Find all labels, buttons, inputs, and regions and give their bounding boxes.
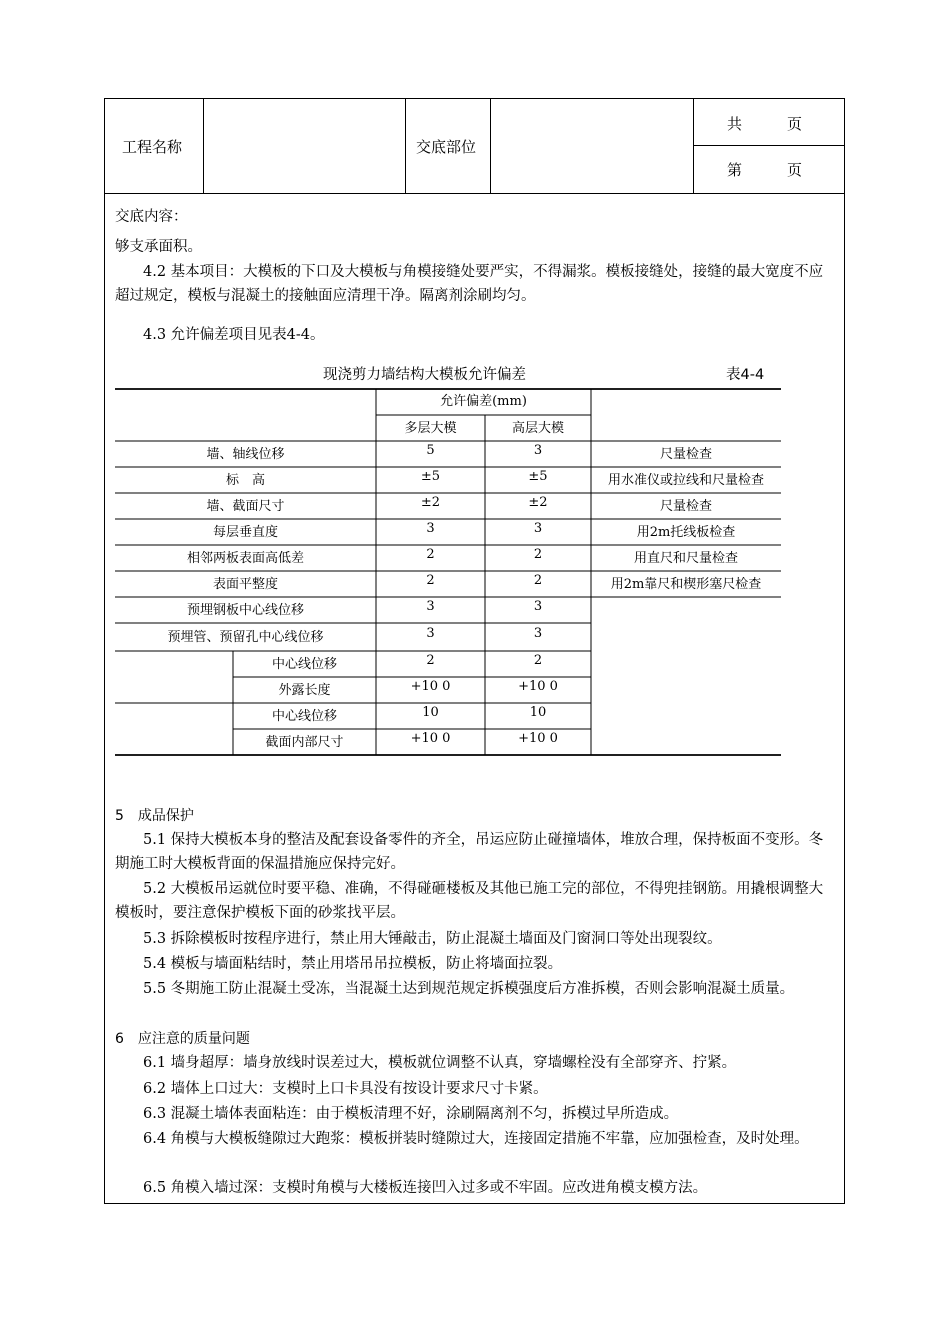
row-item: 表面平整度 [212, 577, 278, 592]
table-number: 表4-4 [726, 367, 765, 383]
row-item: 预埋管、预留孔中心线位移 [167, 630, 324, 645]
project-name-label: 工程名称 [122, 138, 183, 156]
row-multi: +10 0 [410, 731, 451, 746]
row-high: 3 [533, 626, 543, 641]
content-label: 交底内容： [115, 209, 188, 225]
page-number-label: 第 页 [727, 161, 803, 179]
row-multi: 2 [426, 547, 435, 562]
row-item: 相邻两板表面高低差 [186, 551, 304, 566]
paragraph-6-4: 6.4 角模与大模板缝隙过大跑浆：模板拼装时缝隙过大，连接固定措施不牢靠，应加强检查，及时处理。 [143, 1131, 809, 1147]
row-multi: 3 [426, 599, 435, 614]
row-method: 用2m靠尺和楔形塞尺检查 [610, 577, 762, 592]
row-high: +10 0 [518, 731, 558, 746]
paragraph-5-4: 5.4 模板与墙面粘结时，禁止用塔吊吊拉模板，防止将墙面拉裂。 [143, 956, 563, 972]
row-multi: 10 [422, 705, 439, 720]
row-multi: ±2 [420, 495, 441, 510]
row-high: +10 0 [518, 679, 558, 694]
row-item: 预埋钢板中心线位移 [186, 603, 304, 618]
row-multi: 5 [426, 443, 435, 458]
paragraph-6-2: 6.2 墙体上口过大：支模时上口卡具没有按设计要求尺寸卡紧。 [143, 1081, 548, 1097]
location-label: 交底部位 [416, 138, 477, 156]
paragraph-4-3: 4.3 允许偏差项目见表4-4。 [143, 327, 325, 343]
table-header-multi: 多层大模 [404, 421, 457, 436]
row-method: 用2m托线板检查 [636, 525, 736, 540]
row-item: 标 高 [225, 473, 265, 488]
row-high: 2 [533, 547, 543, 562]
row-high: ±2 [528, 495, 548, 510]
row-high: 10 [529, 705, 547, 720]
section-6-title: 6 应注意的质量问题 [115, 1031, 250, 1047]
row-multi: 3 [426, 521, 435, 536]
paragraph-4-2: 4.2 基本项目：大模板的下口及大模板与角模接缝处要严实，不得漏浆。模板接缝处，接缝的最大宽度不应超过规定，模板与混凝土的接触面应清理干净。隔离剂涂刷均匀。 [115, 264, 824, 304]
paragraph-5-5: 5.5 冬期施工防止混凝土受冻，当混凝土达到规范规定拆模强度后方准拆模，否则会影响混凝土质量。 [143, 981, 795, 997]
row-high: 3 [533, 599, 543, 614]
row-method: 尺量检查 [659, 447, 712, 462]
paragraph-5-3: 5.3 拆除模板时按程序进行，禁止用大锤敲击，防止混凝土墙面及门窗洞口等处出现裂纹。 [143, 931, 722, 947]
paragraph-5-1: 5.1 保持大模板本身的整洁及配套设备零件的齐全，吊运应防止碰撞墙体，堆放合理，保持板面不变形。冬期施工时大模板背面的保温措施应保持完好。 [115, 832, 824, 872]
row-high: 2 [533, 653, 543, 668]
total-pages-label: 共 页 [727, 115, 803, 133]
paragraph-6-5: 6.5 角模入墙过深：支模时角模与大楼板连接凹入过多或不牢固。应改进角模支模方法。 [143, 1180, 708, 1196]
table-header-high: 高层大模 [511, 421, 564, 436]
row-multi: ±5 [420, 469, 441, 484]
row-item: 中心线位移 [271, 657, 337, 672]
row-method: 用水准仪或拉线和尺量检查 [607, 473, 764, 488]
row-item: 每层垂直度 [212, 525, 278, 540]
row-item: 墙、轴线位移 [206, 447, 285, 462]
section-5-title: 5 成品保护 [115, 808, 194, 824]
row-multi: 2 [426, 573, 435, 588]
row-method: 用直尺和尺量检查 [633, 551, 738, 566]
row-multi: +10 0 [410, 679, 451, 694]
paragraph-5-2: 5.2 大模板吊运就位时要平稳、准确，不得碰砸楼板及其他已施工完的部位，不得兜挂钢筋。用撬根调整大模板时，要注意保护模板下面的砂浆找平层。 [115, 881, 824, 921]
table-title: 现浇剪力墙结构大模板允许偏差 [323, 367, 526, 383]
row-item: 外露长度 [278, 683, 331, 698]
row-high: 2 [533, 573, 543, 588]
table-header-group: 允许偏差(mm) [440, 394, 527, 409]
paragraph-6-3: 6.3 混凝土墙体表面粘连：由于模板清理不好，涂刷隔离剂不匀，拆模过早所造成。 [143, 1106, 679, 1122]
row-multi: 2 [426, 653, 435, 668]
row-multi: 3 [426, 626, 435, 641]
row-high: ±5 [528, 469, 548, 484]
document-frame [104, 98, 845, 1204]
paragraph-6-1: 6.1 墙身超厚：墙身放线时误差过大，模板就位调整不认真，穿墙螺栓没有全部穿齐、拧紧。 [143, 1055, 737, 1071]
paragraph-continued: 够支承面积。 [115, 239, 202, 255]
row-high: 3 [533, 521, 543, 536]
row-item: 墙、截面尺寸 [206, 499, 285, 514]
row-item: 截面内部尺寸 [265, 735, 344, 750]
row-item: 中心线位移 [271, 709, 337, 724]
row-high: 3 [533, 443, 543, 458]
row-method: 尺量检查 [659, 499, 712, 514]
